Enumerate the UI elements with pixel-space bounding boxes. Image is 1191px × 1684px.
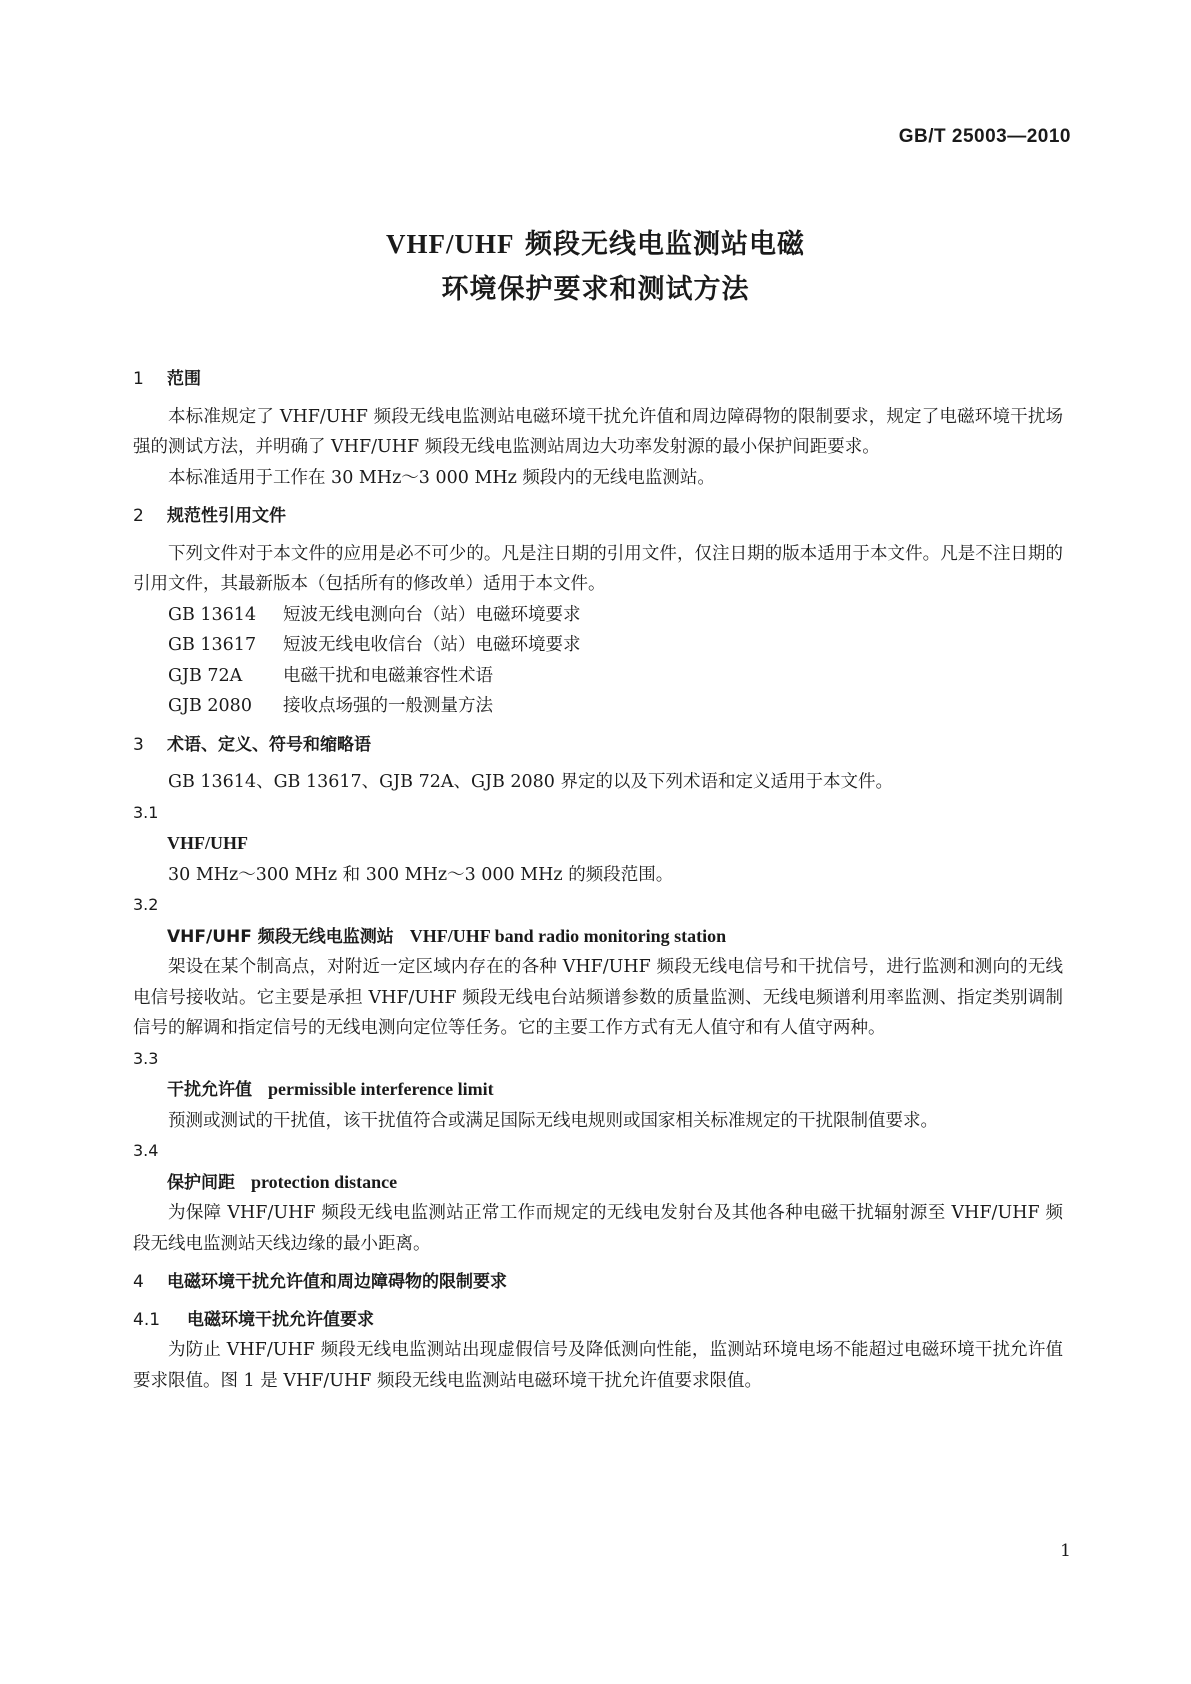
term-heading — [133, 1074, 1063, 1106]
section-4-heading — [133, 1267, 1063, 1298]
term-number: 3.3 — [133, 1048, 159, 1068]
section-title: 术语、定义、符号和缩略语 — [167, 734, 371, 755]
term-en: permissible interference limit — [268, 1079, 494, 1099]
term-definition: 为保障 VHF/UHF 频段无线电监测站正常工作而规定的无线电发射台及其他各种电磁干扰辐射源至 VHF/UHF 频段无线电监测站天线边缘的最小距离。 — [133, 1203, 1063, 1254]
reference-title: 接收点场强的一般测量方法 — [283, 696, 493, 716]
term-number: 3.2 — [133, 895, 159, 914]
term-cn: 保护间距 — [167, 1172, 235, 1193]
term-en: VHF/UHF band radio monitoring station — [409, 925, 727, 946]
section-number: 1 — [133, 369, 144, 389]
section-1-heading — [133, 364, 1063, 395]
subsection-number: 4.1 — [133, 1309, 161, 1330]
reference-item — [133, 691, 1063, 722]
section-3-paragraph-1: GB 13614、GB 13617、GJB 72A、GJB 2080 界定的以及下列术语和定义适用于本文件。 — [168, 772, 893, 792]
section-4-paragraph-1: 为防止 VHF/UHF 频段无线电监测站出现虚假信号及降低测向性能，监测站环境电场不能超过电磁环境干扰允许值要求限值。图 1 是 VHF/UHF 频段无线电监测站电磁环境干扰允许值要求限值。 — [133, 1340, 1063, 1391]
title-line-1 — [0, 222, 1191, 267]
term-definition: 预测或测试的干扰值，该干扰值符合或满足国际无线电规则或国家相关标准规定的干扰限制值要求。 — [168, 1110, 938, 1131]
term-heading — [133, 921, 1063, 953]
reference-item — [133, 661, 1063, 692]
term-definition: 架设在某个制高点，对附近一定区域内存在的各种 VHF/UHF 频段无线电信号和干扰信号，进行监测和测向的无线电信号接收站。它主要是承担 VHF/UHF 频段无线电台站频谱参数的质量监测、无线电频谱利用率监测、指定类别调制信号的解调和指定信号的无线电测向定位等任务。它的主要工作方式有无人值守和有人值守两种。 — [133, 957, 1063, 1038]
page-number: 1 — [1060, 1541, 1071, 1561]
term-definition: 30 MHz～300 MHz 和 300 MHz～3 000 MHz 的频段范围。 — [168, 864, 674, 885]
section-number: 4 — [133, 1272, 144, 1292]
section-1-paragraph-2: 本标准适用于工作在 30 MHz～3 000 MHz 频段内的无线电监测站。 — [168, 467, 715, 488]
section-1-paragraph-1: 本标准规定了 VHF/UHF 频段无线电监测站电磁环境干扰允许值和周边障碍物的限制要求，规定了电磁环境干扰场强的测试方法，并明确了 VHF/UHF 频段无线电监测站周边大功率发射源的最小保护间距要求。 — [133, 406, 1063, 457]
reference-title: 短波无线电测向台（站）电磁环境要求 — [283, 604, 581, 625]
term-en: VHF/UHF — [167, 833, 248, 853]
title-line1-rest: 频段无线电监测站电磁 — [514, 229, 805, 260]
reference-code: GB 13614 — [168, 604, 257, 625]
section-title: 电磁环境干扰允许值和周边障碍物的限制要求 — [167, 1272, 507, 1292]
term-cn: VHF/UHF 频段无线电监测站 — [167, 926, 394, 947]
reference-item — [133, 630, 1063, 661]
term-heading — [133, 828, 1063, 860]
term-number: 3.1 — [133, 802, 159, 822]
section-number: 2 — [133, 506, 144, 526]
document-body — [133, 364, 1063, 1396]
section-2-heading — [133, 501, 1063, 532]
section-2-paragraph-1: 下列文件对于本文件的应用是必不可少的。凡是注日期的引用文件，仅注日期的版本适用于本文件。凡是不注日期的引用文件，其最新版本（包括所有的修改单）适用于本文件。 — [133, 543, 1063, 594]
reference-code: GB 13617 — [168, 635, 257, 655]
title-prefix: VHF/UHF — [386, 229, 515, 259]
reference-code: GJB 72A — [168, 665, 243, 686]
title-line-2: 环境保护要求和测试方法 — [441, 274, 750, 305]
reference-title: 电磁干扰和电磁兼容性术语 — [283, 665, 493, 686]
subsection-4-1-heading — [133, 1305, 1063, 1336]
term-cn: 干扰允许值 — [167, 1080, 252, 1100]
term-en: protection distance — [251, 1171, 398, 1192]
subsection-title: 电磁环境干扰允许值要求 — [187, 1309, 374, 1330]
reference-title: 短波无线电收信台（站）电磁环境要求 — [283, 635, 581, 655]
term-number: 3.4 — [133, 1141, 159, 1160]
reference-code: GJB 2080 — [168, 696, 252, 716]
standard-number: GB/T 25003—2010 — [898, 126, 1071, 147]
section-title: 规范性引用文件 — [167, 506, 286, 526]
section-number: 3 — [133, 734, 144, 755]
section-3-heading — [133, 730, 1063, 761]
section-title: 范围 — [167, 369, 201, 389]
term-heading — [133, 1167, 1063, 1199]
document-title — [0, 222, 1191, 312]
reference-item — [133, 600, 1063, 631]
